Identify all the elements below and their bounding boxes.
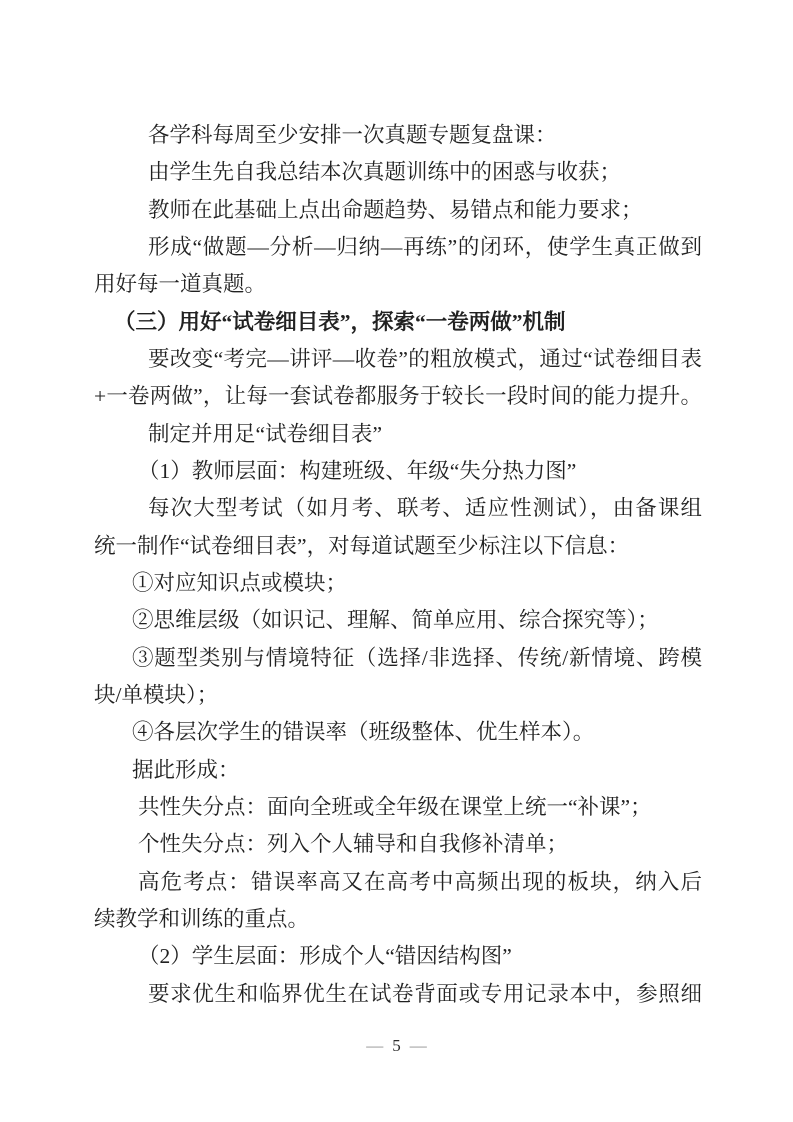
text-line: 要求优生和临界优生在试卷背面或专用记录本中，参照细 — [148, 981, 702, 1006]
text-line: 高危考点：错误率高又在高考中高频出现的板块，纳入后 — [138, 869, 702, 894]
text-line: 形成“做题—分析—归纳—再练”的闭环，使学生真正做到 — [148, 234, 702, 259]
text-line: ②思维层级（如识记、理解、简单应用、综合探究等）； — [132, 608, 659, 633]
section-heading: （三）用好“试卷细目表”，探索“一卷两做”机制 — [114, 309, 566, 334]
text-line: 每次大型考试（如月考、联考、适应性测试），由备课组 — [148, 496, 702, 521]
text-line: 个性失分点：列入个人辅导和自我修补清单； — [138, 832, 569, 857]
text-line: 要改变“考完—讲评—收卷”的粗放模式，通过“试卷细目表 — [148, 346, 702, 371]
document-body — [94, 117, 702, 1013]
text-line: 统一制作“试卷细目表”，对每道试题至少标注以下信息： — [94, 533, 630, 558]
text-line: 据此形成： — [132, 757, 240, 782]
text-line: （2）学生层面：形成个人“错因结构图” — [138, 944, 512, 969]
text-line: 教师在此基础上点出命题趋势、易错点和能力要求； — [148, 197, 643, 222]
page-number: 5 — [392, 1036, 401, 1055]
text-line: 各学科每周至少安排一次真题专题复盘课： — [148, 123, 557, 147]
page-footer — [0, 1032, 793, 1060]
text-line: 用好每一道真题。 — [94, 272, 267, 297]
text-line: （1）教师层面：构建班级、年级“失分热力图” — [138, 458, 577, 483]
text-line: ①对应知识点或模块； — [132, 570, 348, 595]
text-line: 制定并用足“试卷细目表” — [148, 421, 383, 446]
text-line: 共性失分点：面向全班或全年级在课堂上统一“补课”； — [138, 794, 652, 819]
text-line: 由学生先自我总结本次真题训练中的困惑与收获； — [148, 160, 622, 185]
text-line: +一卷两做”，让每一套试卷都服务于较长一段时间的能力提升。 — [94, 384, 702, 409]
footer-dash-left: — — [366, 1036, 384, 1055]
text-line: ④各层次学生的错误率（班级整体、优生样本）。 — [132, 720, 595, 745]
text-line: 块/单模块）； — [94, 682, 219, 707]
footer-dash-right: — — [409, 1036, 427, 1055]
text-line: 续教学和训练的重点。 — [94, 906, 310, 931]
text-line: ③题型类别与情境特征（选择/非选择、传统/新情境、跨模 — [132, 645, 702, 670]
